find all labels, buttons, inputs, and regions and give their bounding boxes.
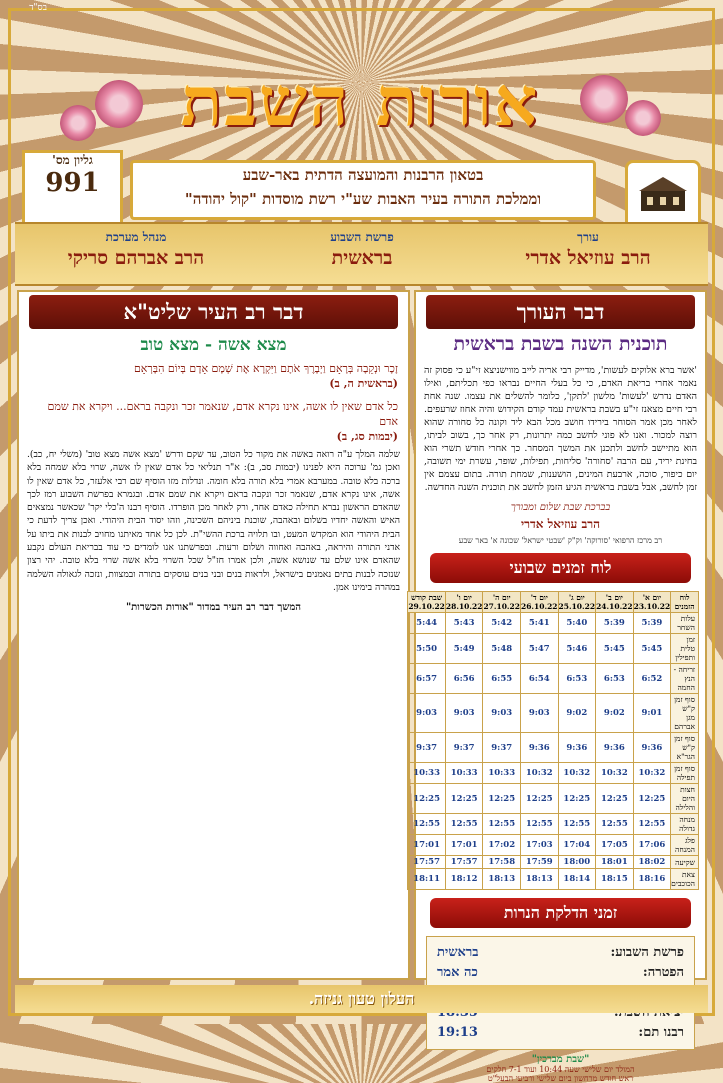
times-cell: 18:14: [558, 869, 596, 890]
times-cell: 5:39: [633, 613, 671, 634]
times-header-cell: יום ב' 24.10.22: [596, 593, 633, 611]
times-cell: 17:57: [445, 856, 483, 869]
times-cell: 18:12: [445, 869, 483, 890]
molad: המולד יום שלישי שעה 10:44 ועוד 7-1 חלקים: [486, 1065, 635, 1074]
times-row: [408, 634, 699, 664]
times-cell: 18:11: [408, 869, 446, 890]
times-cell: 5:46: [558, 634, 596, 664]
times-cell: 6:56: [445, 664, 483, 694]
times-cell: 12:55: [520, 814, 558, 835]
times-row: [408, 694, 699, 733]
masthead-title: אורות השבת: [180, 62, 540, 142]
times-cell: 9:37: [483, 733, 521, 763]
candle-row: [437, 943, 684, 963]
times-cell: 5:43: [445, 613, 483, 634]
flower-right-icon: [580, 75, 628, 123]
issue-label: גליון מס': [52, 153, 93, 167]
times-cell: 9:37: [445, 733, 483, 763]
times-cell: 17:58: [483, 856, 521, 869]
parsha-block: [262, 230, 462, 271]
sponsor-line: רב מרכז הרפואי 'סורוקה' וק"ק 'שבטי ישראל' שכונה א' באר שבע: [458, 536, 663, 545]
manager-name: הרב אברהם סריקי: [67, 247, 205, 269]
times-cell: 9:36: [520, 733, 558, 763]
times-cell: 18:13: [520, 869, 558, 890]
times-row-label: שקיעה: [671, 856, 699, 869]
rabbi-banner: דבר רב העיר שליט"א: [29, 295, 398, 329]
times-cell: 10:32: [633, 763, 671, 784]
times-cell: 9:02: [596, 694, 634, 733]
editor-signature: הרב עוזיאל אדרי: [520, 517, 601, 531]
times-cell: 5:44: [408, 613, 446, 634]
times-header-cell: יום ו' 28.10.22: [445, 593, 483, 611]
times-cell: 9:36: [558, 733, 596, 763]
times-cell: 9:36: [596, 733, 634, 763]
times-header-cell: יום ג' 25.10.22: [558, 593, 596, 611]
candle-value: 19:13: [437, 1025, 478, 1040]
times-row: [408, 763, 699, 784]
subtitle-line-1: בטאון הרבנות והמועצה הדתית באר-שבע: [242, 166, 484, 184]
times-cell: 10:33: [408, 763, 446, 784]
times-cell: 9:01: [633, 694, 671, 733]
parsha-name: בראשית: [331, 247, 393, 269]
times-cell: 6:55: [483, 664, 521, 694]
continued-note: המשך דבר רב העיר במדור "אורות הכשרות": [125, 602, 302, 614]
manager-role: מנהל מערכת: [105, 230, 167, 244]
times-header-cell: יום ה' 27.10.22: [483, 593, 520, 611]
building-icon: [635, 173, 691, 217]
times-body: [408, 613, 699, 890]
times-cell: 9:03: [445, 694, 483, 733]
issue-number: 991: [45, 168, 100, 198]
times-header-cell: יום א' 23.10.22: [633, 593, 671, 611]
times-ribbon: לוח זמנים שבועי: [430, 553, 691, 583]
times-cell: 6:57: [408, 664, 446, 694]
times-row-label: מנחה גדולה: [671, 814, 699, 835]
times-cell: 6:54: [520, 664, 558, 694]
times-cell: 12:25: [483, 784, 521, 814]
times-cell: 9:37: [408, 733, 446, 763]
times-cell: 5:40: [558, 613, 596, 634]
manager-block: [36, 230, 236, 271]
editor-name: הרב עוזיאל אדרי: [525, 247, 651, 269]
times-row-label: סוף זמן ק"ש הגר"א: [671, 733, 699, 763]
editor-banner: דבר העורך: [426, 295, 695, 329]
flower-left-icon: [95, 80, 143, 128]
times-row: [408, 733, 699, 763]
times-cell: 10:32: [520, 763, 558, 784]
times-row: [408, 856, 699, 869]
footer-note: העלון טעון גניזה.: [15, 985, 708, 1013]
times-row: [408, 835, 699, 856]
times-row-label: פלג המנחה: [671, 835, 699, 856]
subtitle-line-2: וממלכת התורה בעיר האבות שע"י רשת מוסדות "קול יהודה": [184, 190, 542, 208]
times-cell: 18:01: [596, 856, 634, 869]
times-cell: 6:53: [596, 664, 634, 694]
rabbi-article-panel: [17, 290, 410, 980]
candles-ribbon: זמני הדלקת הנרות: [430, 898, 691, 928]
verse-2: כל אדם שאין לו אשה, אינו נקרא אדם, שנאמר זכר ונקבה בראם... ויקרא את שמם אדם: [47, 400, 398, 428]
subtitle-box: [130, 160, 596, 220]
rabbi-article-body: שלמה המלך ע"ה רואה באשה את מקור כל הטוב, עד שקם ודרש 'מצא אשה מצא טוב' (משלי יח, כב). ואכן גמ' ערוכה היא לפנינו (יבמות סב, ב): א"ר תנליאי כל אדם שאין לו אשה, שרוי בלא שמחה בלא ברכה בלא טובה. במערבא אמרי בלא תורה בלא חומה. ונדלות מזו הוסיף שם רבי אלעזר, כל אדם שאין לו אשה, אינו נקרא אדם, שנאמר זכר ונקבה בראם ויקרא את שמם אדם. ובגמרא בפרשת השבוע רמז לכך שהאדם הראשון נברא תחילה כאדם אחד, ורק לאחר מכן הופרדו. הוסיף רבנו ה'כלי יקר' שכאשר נמצאים האיש והאשה יחדיו בשלום ובאהבה, שוכנת ביניהם השכינה, וזהו יסוד הבית היהודי. ואכן צריך לדעת כי הבית היהודי הוא המקדש המעט, ובו תלויה ברכת ההשי"ת. לכן כל אחד מאיתנו מחויב לבנות את ביתו על אדני התורה והיראה, באהבה ואחווה ושלום ורעות. ובפרשתנו אנו לומדים כי עוד בבריאת העולם נקבע שהאדם אינו שלם עד שנושא אשה, ולכן אמרו חז"ל שכל השרוי בלא אשה שרוי בלא טובה. יהי רצון שנזכה לבנות בתים נאמנים בישראל, ולראות בנים ובני בנים עוסקים בתורה ובמצוות, ונזכה לגאולה השלמה במהרה בימינו אמן.: [27, 449, 400, 593]
times-cell: 9:02: [558, 694, 596, 733]
candle-label: הפטרה:: [642, 965, 684, 980]
times-cell: 12:25: [520, 784, 558, 814]
bsd-mark: בס"ד: [29, 3, 47, 13]
times-row-label: סוף זמן תפילה: [671, 763, 699, 784]
times-header-cell: יום ד' 26.10.22: [520, 593, 558, 611]
times-cell: 12:55: [483, 814, 521, 835]
times-row-label: עלות השחר: [671, 613, 699, 634]
times-cell: 5:48: [483, 634, 521, 664]
times-row-label: זמן טלית ותפילין: [671, 634, 699, 664]
institution-logo: [625, 160, 701, 230]
times-cell: 17:03: [520, 835, 558, 856]
candle-value: בראשית: [437, 945, 479, 960]
times-row-label: זריחה - הנץ החמה: [671, 664, 699, 694]
times-cell: 18:00: [558, 856, 596, 869]
times-cell: 18:13: [483, 869, 521, 890]
candle-label: רבנו תם:: [638, 1025, 684, 1040]
editor-role: עורך: [577, 230, 599, 244]
editor-panel: [408, 290, 707, 1083]
times-cell: 17:59: [520, 856, 558, 869]
verse-1-source: (בראשית ה, ב): [329, 377, 398, 390]
times-cell: 6:53: [558, 664, 596, 694]
times-cell: 10:33: [445, 763, 483, 784]
times-cell: 9:03: [408, 694, 446, 733]
times-cell: 17:02: [483, 835, 521, 856]
times-cell: 5:42: [483, 613, 521, 634]
times-cell: 9:36: [633, 733, 671, 763]
times-row-label: סוף זמן ק"ש מגן אברהם: [671, 694, 699, 733]
times-cell: 12:55: [408, 814, 446, 835]
times-cell: 6:52: [633, 664, 671, 694]
mevarchim: "שבת מברכין": [531, 1054, 590, 1065]
times-cell: 5:41: [520, 613, 558, 634]
times-cell: 18:15: [596, 869, 634, 890]
times-cell: 12:25: [445, 784, 483, 814]
times-cell: 10:33: [483, 763, 521, 784]
times-header-cell: שבת קודש 29.10.22: [408, 593, 445, 611]
blessing: בברכת שבת שלום ומבורך: [510, 502, 611, 513]
rabbi-article-title: מצא אשה - מצא טוב: [140, 335, 287, 355]
times-cell: 12:25: [558, 784, 596, 814]
times-cell: 9:03: [520, 694, 558, 733]
times-cell: 12:25: [596, 784, 634, 814]
times-row: [408, 613, 699, 634]
times-row-label: צאת הכוכבים: [671, 869, 699, 890]
times-row: [408, 664, 699, 694]
times-cell: 9:03: [483, 694, 521, 733]
times-cell: 18:02: [633, 856, 671, 869]
times-cell: 12:55: [445, 814, 483, 835]
times-cell: 17:01: [408, 835, 446, 856]
issue-box: [22, 150, 123, 226]
times-row: [408, 869, 699, 890]
times-cell: 5:45: [633, 634, 671, 664]
editor-block: [488, 230, 688, 271]
editor-article-title: תוכנית השנה בשבת בראשית: [453, 333, 668, 355]
rosh-chodesh: ראש חודש מרחשון ביום שלישי ורביעי הבעל"ט: [487, 1074, 634, 1083]
times-cell: 5:50: [408, 634, 446, 664]
times-cell: 10:32: [596, 763, 634, 784]
times-header-row: [408, 592, 699, 613]
times-cell: 12:55: [558, 814, 596, 835]
candle-label: פרשת השבוע:: [610, 945, 684, 960]
times-row: [408, 784, 699, 814]
times-cell: 12:25: [633, 784, 671, 814]
times-table: [407, 591, 699, 890]
times-cell: 17:06: [633, 835, 671, 856]
times-row-label: חצות היום והלילה: [671, 784, 699, 814]
times-cell: 12:55: [633, 814, 671, 835]
staff-bar: [15, 222, 708, 286]
times-row: [408, 814, 699, 835]
times-header-cell: לוח הזמנים: [671, 592, 699, 613]
flower-left-small-icon: [60, 105, 96, 141]
flower-right-small-icon: [625, 100, 661, 136]
times-cell: 5:39: [596, 613, 634, 634]
candle-value: כה אמר: [437, 965, 478, 980]
verse-1: זָכָר וּנְקֵבָה בְּרָאָם וַיְבָרֶךְ אֹתָם וַיִּקְרָא אֶת שְׁמָם אָדָם בְּיוֹם הִבָּרְאָם: [133, 362, 398, 375]
times-cell: 17:04: [558, 835, 596, 856]
times-cell: 17:01: [445, 835, 483, 856]
times-cell: 18:16: [633, 869, 671, 890]
times-cell: 5:49: [445, 634, 483, 664]
times-cell: 17:57: [408, 856, 446, 869]
candle-row: [437, 1023, 684, 1043]
times-cell: 5:47: [520, 634, 558, 664]
times-cell: 10:32: [558, 763, 596, 784]
parsha-role: פרשת השבוע: [330, 230, 394, 244]
times-cell: 17:05: [596, 835, 634, 856]
verse-2-source: (יבמות סג, ב): [336, 430, 398, 443]
editor-article-body: 'אשר ברא אלוקים לעשות', מדייק רבי אריה לייב מווישניצא זי"ע כי פסוק זה נאמר אחרי בריאת האדם, כי כל בעלי החיים נבראו כפי תכליתם, ואילו האדם נדרש 'לעשות' מלשון 'לתקן', כלומר להשלים את עצמו. שנה אחת רבי חיים מצאנז זי"ע בשבת בראשית עמד קודם הקידוש והיה אחוז שרעפים. לאחר מכן אמר הסוחר בירידו חושב מכל הבא ליד וקונה כל סחורה שהוא רוצה למכור. ואנו לא פוני לחשב כמה יתרונות, רק אחר כך, בשוב לביתו, הוא מתיישב לחשב ולתכנן את המשך המסחר. כך אחרי חודש תשרי הוא בחינת יריד, עם הרבה 'סחורה' סליחות, תפילות, שופר, עשרת ימי תשובה, יום כיפור, סוכה, ארבעת המינים, הושענות, שמחת תורה. בתום עצמם אין זמן לחשב, אבל בשבת בראשית הגיע הזמן לחשב את תוכנית השנה החדשה.: [424, 365, 697, 493]
times-cell: 12:25: [408, 784, 446, 814]
times-cell: 12:55: [596, 814, 634, 835]
candle-row: [437, 963, 684, 983]
times-cell: 5:45: [596, 634, 634, 664]
